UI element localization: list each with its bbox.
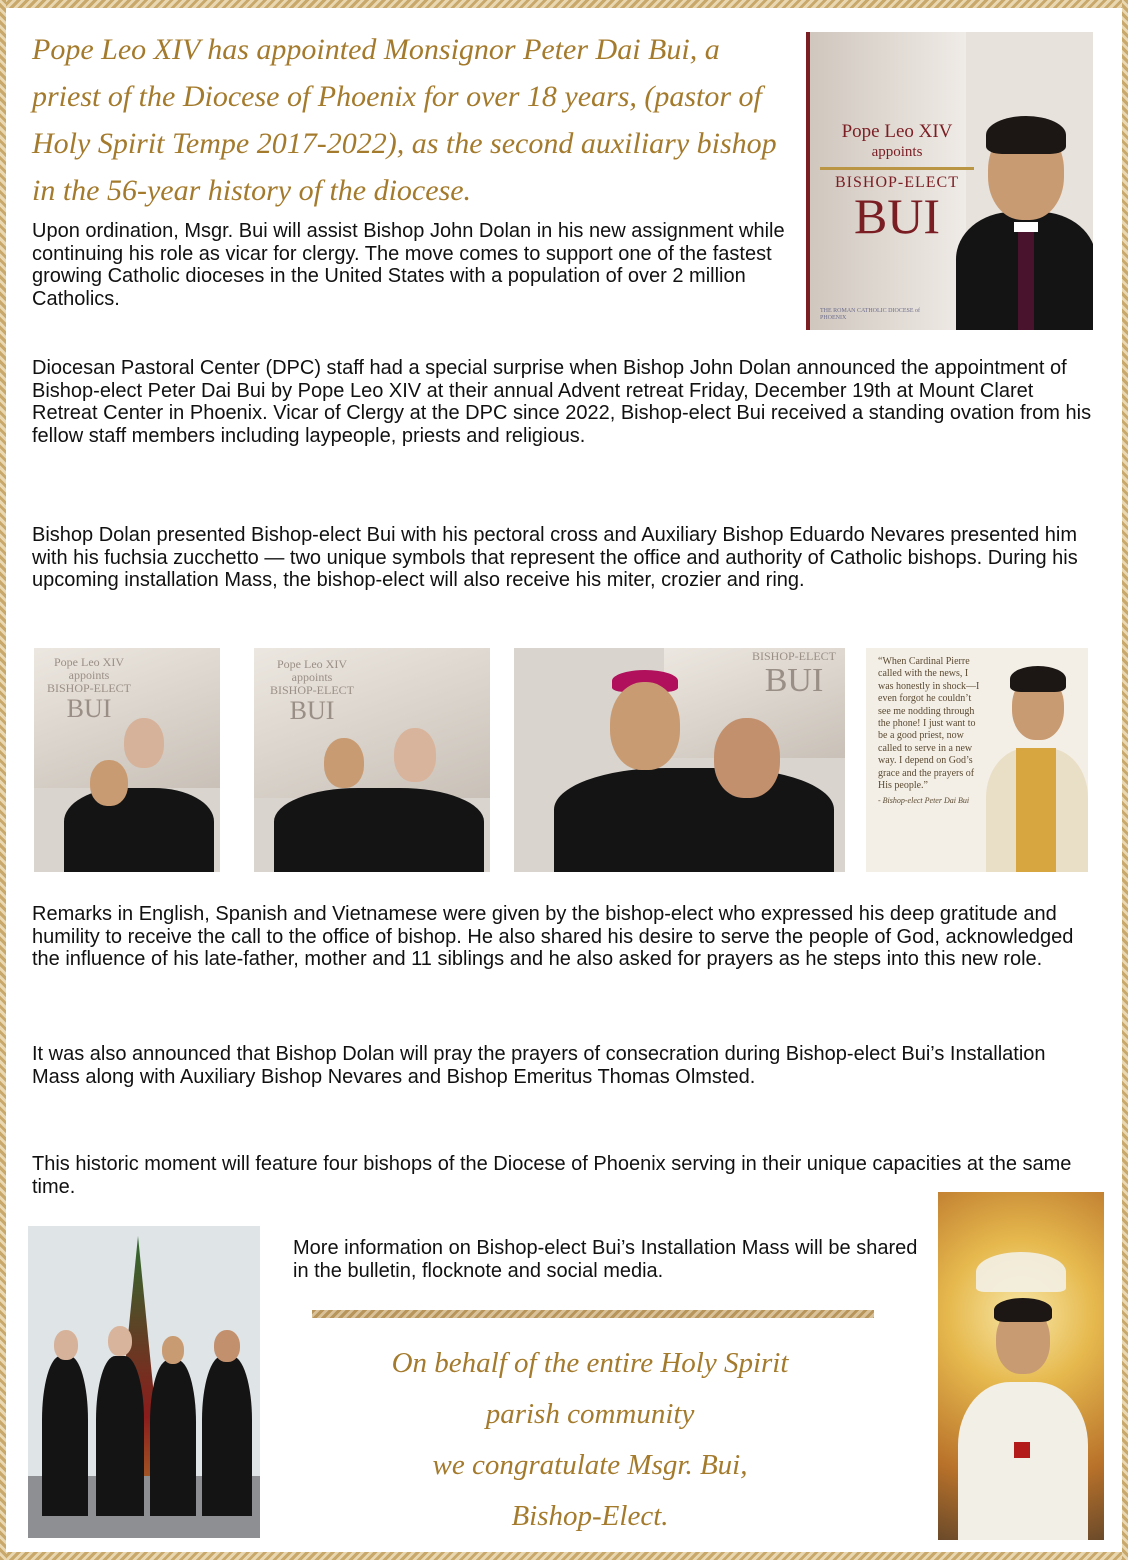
red-cross-icon (1014, 1442, 1030, 1458)
screen-line-4: BUI (764, 662, 824, 699)
photo-stained-glass-portrait (938, 1192, 1104, 1540)
screen-line-3: BISHOP-ELECT (270, 683, 354, 697)
photo-four-bishops (28, 1226, 260, 1538)
bishop-elect-portrait (956, 72, 1093, 330)
hero-line-4: BUI (853, 188, 941, 244)
closing-line-3: we congratulate Msgr. Bui, (432, 1449, 748, 1481)
closing-line-2: parish community (485, 1398, 695, 1430)
hero-accent-bar (806, 32, 810, 330)
bishop-quote: “When Cardinal Pierre called with the news, I was honestly in shock—I even forgot he couldn’t see me nodding through the phone! I just want to be a good priest, now called to serve in a new way. I depend on God’s grace and the prayers of His people.” (878, 656, 980, 792)
bishops-figures (554, 668, 834, 872)
screen-line-4: BUI (66, 694, 112, 723)
photo-zucchetto (254, 648, 490, 872)
screen-line-2: appoints (291, 670, 333, 684)
bishops-figures (274, 728, 484, 872)
hero-line-1: Pope Leo XIV (841, 121, 953, 142)
paragraph-consecration: It was also announced that Bishop Dolan will pray the prayers of consecration during Bishop-elect Bui’s Installation Mass along with Auxiliary Bishop Nevares and Bishop Emeritus Thomas Olmsted. (32, 1043, 1046, 1088)
screen-text (262, 658, 362, 725)
bishop-elect-portrait (958, 1292, 1088, 1540)
decorative-border-top (0, 0, 1128, 8)
dove-icon (976, 1252, 1066, 1292)
decorative-border-bottom (0, 1552, 1128, 1560)
hero-line-2: appoints (871, 144, 923, 160)
paragraph-announcement: Diocesan Pastoral Center (DPC) staff had a special surprise when Bishop John Dolan announced the appointment of Bishop-elect Peter Dai Bui by Pope Leo XIV at their annual Advent retreat Friday, December 19th at Mount Claret Retreat Center in Phoenix. Vicar of Clergy at the DPC since 2022, Bishop-elect Bui received a standing ovation from his fellow staff members including laypeople, priests and religious. (32, 357, 1092, 447)
screen-line-1: Pope Leo XIV (277, 657, 347, 671)
quote-attribution: - Bishop-elect Peter Dai Bui (878, 796, 970, 805)
decorative-border-right (1122, 0, 1128, 1560)
paragraph-remarks: Remarks in English, Spanish and Vietnamese were given by the bishop-elect who expressed his deep gratitude and humility to receive the call to the office of bishop. He also shared his desire to serve the people of God, acknowledged the influence of his late-father, mother and 11 siblings and he also asked for prayers as he steps into this new role. (32, 903, 1074, 970)
diocese-logo-text: THE ROMAN CATHOLIC DIOCESE of PHOENIX (820, 308, 920, 321)
bishops-figures (42, 1316, 252, 1516)
hero-gold-rule (820, 167, 974, 170)
photo-pectoral-cross (34, 648, 220, 872)
closing-line-4: Bishop-Elect. (511, 1500, 669, 1532)
paragraph-historic: This historic moment will feature four bishops of the Diocese of Phoenix serving in their unique capacities at the same time. (32, 1153, 1072, 1198)
screen-line-4: BUI (289, 696, 335, 725)
screen-line-3: BISHOP-ELECT (47, 681, 131, 695)
bishop-elect-portrait (986, 658, 1088, 872)
gold-divider (312, 1310, 874, 1318)
closing-message (300, 1338, 880, 1542)
hero-announcement-graphic (806, 32, 1093, 330)
bishops-figures (64, 708, 214, 872)
screen-line-2: appoints (68, 668, 110, 682)
photo-bishops-smiling (514, 648, 845, 872)
decorative-border-left (0, 0, 6, 1560)
intro-paragraph: Upon ordination, Msgr. Bui will assist Bishop John Dolan in his new assignment while continuing his role as vicar for clergy. The move comes to support one of the fastest growing Catholic dioceses in the United States with a population of over 2 million Catholics. (32, 220, 785, 310)
hero-line-3: BISHOP-ELECT (835, 174, 959, 191)
screen-line-3: BISHOP-ELECT (752, 649, 836, 663)
quote-card (866, 648, 1088, 872)
headline: Pope Leo XIV has appointed Monsignor Peter Dai Bui, a priest of the Diocese of Phoenix for over 18 years, (pastor of Holy Spirit Tempe 2017-2022), as the second auxiliary bishop in the 56-year history of the diocese. (32, 33, 777, 207)
installation-info: More information on Bishop-elect Bui’s Installation Mass will be shared in the bulletin, flocknote and social media. (293, 1237, 918, 1282)
paragraph-symbols: Bishop Dolan presented Bishop-elect Bui with his pectoral cross and Auxiliary Bishop Eduardo Nevares presented him with his fuchsia zucchetto — two unique symbols that represent the office and authority of Catholic bishops. During his upcoming installation Mass, the bishop-elect will also receive his miter, crozier and ring. (32, 524, 1078, 591)
screen-line-1: Pope Leo XIV (54, 655, 124, 669)
closing-line-1: On behalf of the entire Holy Spirit (391, 1347, 789, 1379)
